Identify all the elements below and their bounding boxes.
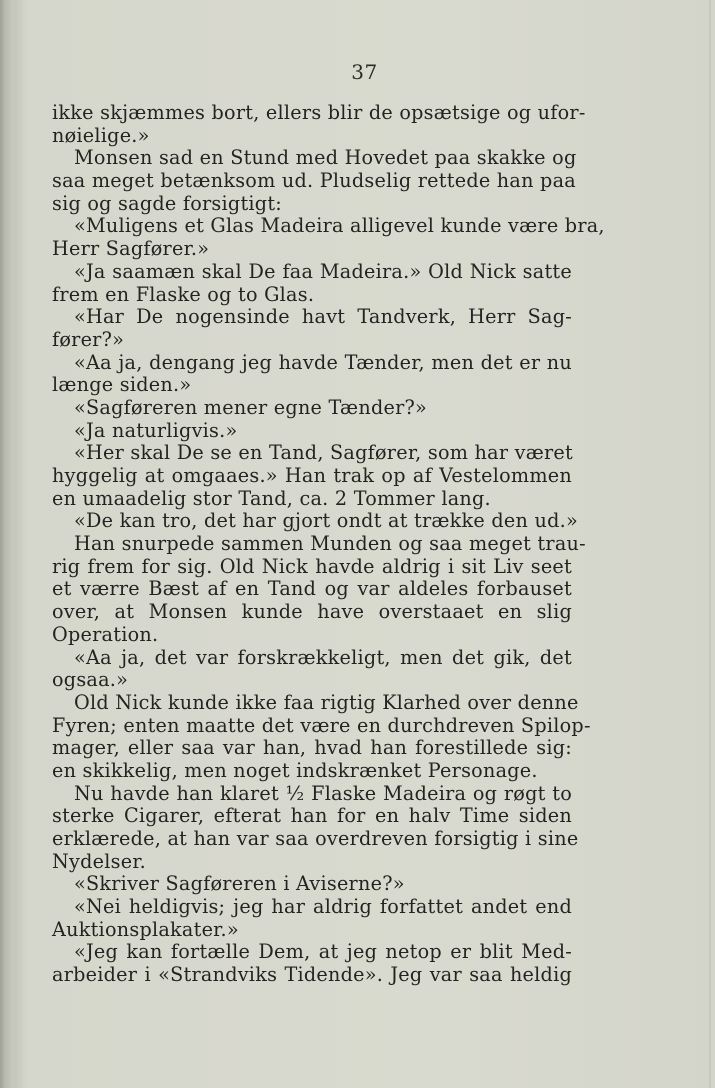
text-line: «Muligens et Glas Madeira alligevel kunde være bra,	[74, 214, 605, 238]
text-line: Operation.	[52, 622, 159, 646]
text-line: saa meget betænksom ud. Pludselig rettede han paa	[52, 169, 576, 193]
page-edge	[709, 0, 711, 1088]
book-spine-shadow	[0, 0, 14, 1088]
text-line: længe siden.»	[52, 373, 192, 397]
text-line: Nydelser.	[52, 849, 147, 873]
text-line: en skikkelig, men noget indskrænket Personage.	[52, 758, 538, 782]
text-line: Fyren; enten maatte det være en durchdreven Spilop-	[52, 713, 591, 737]
text-line: arbeider i «Strandviks Tidende». Jeg var saa heldig	[52, 963, 572, 987]
text-line: frem en Flaske og to Glas.	[52, 282, 315, 306]
text-line: Nu havde han klaret ½ Flaske Madeira og røgt to	[74, 781, 572, 805]
text-line: rig frem for sig. Old Nick havde aldrig i sit Liv seet	[52, 554, 572, 578]
text-line: sig og sagde forsigtigt:	[52, 191, 283, 215]
text-line: «Nei heldigvis; jeg har aldrig forfattet andet end	[74, 895, 572, 919]
text-line: sterke Cigarer, efterat han for en halv Time siden	[52, 804, 572, 828]
text-line: en umaadelig stor Tand, ca. 2 Tommer lang.	[52, 486, 491, 510]
text-line: «Sagføreren mener egne Tænder?»	[74, 395, 428, 419]
text-line: Auktionsplakater.»	[52, 917, 239, 941]
text-line: «Jeg kan fortælle Dem, at jeg netop er blit Med-	[74, 940, 572, 964]
text-line: over, at Monsen kunde have overstaaet en slig	[52, 600, 572, 624]
text-line: «Skriver Sagføreren i Aviserne?»	[74, 872, 405, 896]
text-line: nøielige.»	[52, 123, 150, 147]
text-line: Han snurpede sammen Munden og saa meget trau-	[74, 532, 586, 556]
text-line: Herr Sagfører.»	[52, 237, 210, 261]
text-line: fører?»	[52, 327, 125, 351]
text-line: «De kan tro, det har gjort ondt at trække den ud.»	[74, 509, 578, 533]
book-page	[14, 0, 715, 1088]
text-line: hyggelig at omgaaes.» Han trak op af Vestelommen	[52, 464, 572, 487]
text-line: Old Nick kunde ikke faa rigtig Klarhed over denne	[74, 690, 579, 714]
text-line: «Aa ja, dengang jeg havde Tænder, men det er nu	[74, 350, 572, 374]
text-line: et værre Bæst af en Tand og var aldeles forbauset	[52, 577, 572, 601]
page-number: 37	[351, 60, 378, 84]
text-line: mager, eller saa var han, hvad han forestillede sig:	[52, 736, 572, 760]
text-line: ogsaa.»	[52, 668, 129, 692]
body-text	[52, 101, 605, 987]
text-line: «Aa ja, det var forskrækkeligt, men det gik, det	[74, 645, 572, 669]
text-line: ikke skjæmmes bort, ellers blir de opsætsige og ufor-	[52, 101, 586, 124]
text-line: «Ja saamæn skal De faa Madeira.» Old Nick satte	[74, 259, 572, 283]
text-line: «Her skal De se en Tand, Sagfører, som har været	[74, 441, 573, 465]
text-line: «Har De nogensinde havt Tandverk, Herr Sag-	[74, 305, 572, 329]
text-line: erklærede, at han var saa overdreven forsigtig i sine	[52, 827, 579, 850]
text-line: «Ja naturligvis.»	[74, 418, 238, 442]
text-line: Monsen sad en Stund med Hovedet paa skakke og	[74, 146, 577, 170]
